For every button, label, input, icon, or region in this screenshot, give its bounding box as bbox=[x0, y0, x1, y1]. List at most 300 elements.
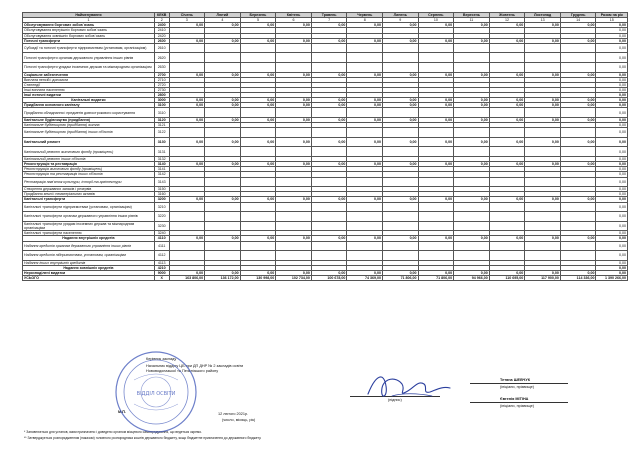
row-value bbox=[454, 177, 490, 187]
table-row bbox=[23, 221, 628, 231]
table-row bbox=[23, 251, 628, 261]
column-header: Червень bbox=[347, 13, 383, 18]
row-value bbox=[169, 62, 205, 72]
row-value: 0,00 bbox=[240, 162, 276, 167]
row-value bbox=[489, 62, 525, 72]
row-value bbox=[240, 128, 276, 138]
row-value: 0,00 bbox=[205, 103, 241, 108]
row-value: 0,00 bbox=[560, 23, 596, 28]
row-value bbox=[454, 251, 490, 261]
table-row bbox=[23, 202, 628, 212]
column-header: Квітень bbox=[276, 13, 312, 18]
row-value bbox=[276, 53, 312, 63]
row-value bbox=[454, 147, 490, 157]
row-value bbox=[311, 62, 347, 72]
row-value: 0,00 bbox=[205, 137, 241, 147]
row-value: 0,00 bbox=[311, 38, 347, 43]
row-value: 0,00 bbox=[276, 23, 312, 28]
row-value bbox=[489, 147, 525, 157]
row-value: 0,00 bbox=[560, 98, 596, 103]
row-code: 3142 bbox=[154, 172, 169, 177]
row-value bbox=[525, 221, 561, 231]
row-value: 0,00 bbox=[596, 221, 628, 231]
row-value: 0,00 bbox=[205, 23, 241, 28]
row-value bbox=[382, 251, 418, 261]
row-value bbox=[525, 147, 561, 157]
row-code: 2620 bbox=[154, 53, 169, 63]
row-value bbox=[489, 241, 525, 251]
row-value bbox=[560, 147, 596, 157]
row-value bbox=[205, 108, 241, 118]
row-value: 0,00 bbox=[311, 98, 347, 103]
column-header: Вересень bbox=[454, 13, 490, 18]
row-value: 0,00 bbox=[454, 137, 490, 147]
row-value bbox=[418, 212, 454, 222]
row-code: 2710 bbox=[154, 77, 169, 82]
row-value: 0,00 bbox=[169, 236, 205, 241]
row-value bbox=[205, 53, 241, 63]
row-code: 2800 bbox=[154, 93, 169, 98]
row-value bbox=[205, 251, 241, 261]
row-name: Капітальний ремонт житлового фонду (приміщень) bbox=[23, 147, 155, 157]
table-row bbox=[23, 212, 628, 222]
row-name: Нерозподілені видатки bbox=[23, 270, 155, 275]
row-value: 0,00 bbox=[311, 72, 347, 77]
row-value: 0,00 bbox=[489, 98, 525, 103]
row-value bbox=[276, 251, 312, 261]
document-date: 12 лютого 2021р. bbox=[218, 412, 249, 416]
row-value: 0,00 bbox=[311, 137, 347, 147]
row-value: 0,00 bbox=[525, 38, 561, 43]
row-value: 0,00 bbox=[596, 157, 628, 162]
head-role-line1: Начальник відділу ЦБ при ДП ДНР № 2 закладів освіти bbox=[146, 364, 244, 368]
row-value bbox=[347, 108, 383, 118]
row-value bbox=[169, 221, 205, 231]
row-value bbox=[347, 251, 383, 261]
row-value bbox=[205, 128, 241, 138]
row-value bbox=[347, 62, 383, 72]
row-value bbox=[560, 251, 596, 261]
row-value bbox=[311, 177, 347, 187]
row-value bbox=[454, 221, 490, 231]
row-value: 0,00 bbox=[169, 103, 205, 108]
head-name-line bbox=[470, 383, 568, 384]
row-value: 0,00 bbox=[382, 236, 418, 241]
row-value: 0,00 bbox=[560, 118, 596, 123]
column-number: 10 bbox=[418, 18, 454, 23]
row-name: Капітальні трансферти населенню bbox=[23, 231, 155, 236]
table-row bbox=[23, 53, 628, 63]
row-value bbox=[382, 212, 418, 222]
row-value bbox=[489, 128, 525, 138]
row-value bbox=[560, 43, 596, 53]
row-value bbox=[311, 147, 347, 157]
row-value: 0,00 bbox=[418, 197, 454, 202]
row-value: 0,00 bbox=[489, 118, 525, 123]
row-value: 0,00 bbox=[382, 162, 418, 167]
row-value: 0,00 bbox=[560, 270, 596, 275]
row-value bbox=[240, 108, 276, 118]
row-code: 3130 bbox=[154, 137, 169, 147]
table-row bbox=[23, 43, 628, 53]
row-value bbox=[382, 177, 418, 187]
row-code: 3132 bbox=[154, 157, 169, 162]
row-value: 0,00 bbox=[525, 103, 561, 108]
row-name: Поточні трансферти bbox=[23, 38, 155, 43]
row-value bbox=[454, 53, 490, 63]
row-value: 71 806,00 bbox=[382, 276, 418, 281]
row-value: 0,00 bbox=[525, 118, 561, 123]
row-value: 0,00 bbox=[382, 38, 418, 43]
row-value bbox=[205, 202, 241, 212]
row-code: 4112 bbox=[154, 251, 169, 261]
row-code: 2600 bbox=[154, 38, 169, 43]
row-value bbox=[276, 128, 312, 138]
row-value: 0,00 bbox=[347, 38, 383, 43]
row-value: 0,00 bbox=[347, 118, 383, 123]
row-value bbox=[418, 251, 454, 261]
row-value bbox=[560, 221, 596, 231]
row-value bbox=[560, 108, 596, 118]
row-value bbox=[205, 241, 241, 251]
row-value: 0,00 bbox=[276, 103, 312, 108]
head-name-caption: (ініціали, прізвище) bbox=[500, 385, 534, 389]
row-value: 0,00 bbox=[560, 38, 596, 43]
seal-mark: М.П. bbox=[118, 410, 127, 414]
row-value bbox=[240, 53, 276, 63]
row-name: Соціальне забезпечення bbox=[23, 72, 155, 77]
row-name: Надання кредитів органам державного управління інших рівнів bbox=[23, 241, 155, 251]
row-value bbox=[560, 62, 596, 72]
row-value bbox=[347, 202, 383, 212]
row-value: 0,00 bbox=[347, 197, 383, 202]
row-value: 0,00 bbox=[596, 72, 628, 77]
row-value: 0,00 bbox=[169, 137, 205, 147]
column-header: Січень bbox=[169, 13, 205, 18]
row-value bbox=[205, 62, 241, 72]
row-value: 0,00 bbox=[560, 236, 596, 241]
row-value: 0,00 bbox=[347, 23, 383, 28]
row-code: 3240 bbox=[154, 231, 169, 236]
row-value: 0,00 bbox=[454, 162, 490, 167]
row-value bbox=[560, 53, 596, 63]
row-name: Інші поточні видатки bbox=[23, 93, 155, 98]
row-value bbox=[382, 147, 418, 157]
row-value bbox=[240, 43, 276, 53]
row-value: 0,00 bbox=[596, 177, 628, 187]
row-value bbox=[382, 241, 418, 251]
row-code: 4111 bbox=[154, 241, 169, 251]
row-value: 0,00 bbox=[311, 23, 347, 28]
row-value: 0,00 bbox=[240, 236, 276, 241]
row-name: Капітальні трансферти урядам іноземних держав та міжнародним організаціям bbox=[23, 221, 155, 231]
row-code: 3200 bbox=[154, 197, 169, 202]
row-value bbox=[169, 147, 205, 157]
table-row bbox=[23, 128, 628, 138]
budget-table bbox=[22, 12, 628, 281]
row-name: Надання кредитів підприємствам, установам, організаціям bbox=[23, 251, 155, 261]
row-value: 0,00 bbox=[240, 137, 276, 147]
row-value bbox=[418, 108, 454, 118]
row-value: 0,00 bbox=[311, 118, 347, 123]
row-value bbox=[489, 177, 525, 187]
row-value: 71 806,00 bbox=[418, 276, 454, 281]
row-value bbox=[276, 202, 312, 212]
row-value bbox=[454, 128, 490, 138]
row-value bbox=[382, 62, 418, 72]
row-value bbox=[454, 62, 490, 72]
row-value: 0,00 bbox=[596, 103, 628, 108]
column-number: 8 bbox=[347, 18, 383, 23]
row-value: 0,00 bbox=[596, 251, 628, 261]
row-value bbox=[347, 212, 383, 222]
row-value: 0,00 bbox=[596, 137, 628, 147]
row-value: 0,00 bbox=[596, 62, 628, 72]
row-value bbox=[418, 241, 454, 251]
accountant-name-line bbox=[470, 402, 568, 403]
stamp-text: ВІДДІЛ ОСВІТИ bbox=[136, 391, 176, 397]
row-value: 0,00 bbox=[347, 236, 383, 241]
row-value: 0,00 bbox=[382, 23, 418, 28]
column-header: КЕКВ bbox=[154, 13, 169, 18]
row-code: 3121 bbox=[154, 123, 169, 128]
row-value: 0,00 bbox=[205, 72, 241, 77]
row-name: Капітальний ремонт інших об'єктів bbox=[23, 157, 155, 162]
row-name: Реконструкція та реставрація інших об'єктів bbox=[23, 172, 155, 177]
row-name: Капітальний ремонт bbox=[23, 137, 155, 147]
row-value bbox=[169, 53, 205, 63]
row-name: Обслуговування зовнішніх боргових зобов`язань bbox=[23, 33, 155, 38]
row-value: 0,00 bbox=[418, 72, 454, 77]
row-value: 0,00 bbox=[489, 270, 525, 275]
row-code: 3230 bbox=[154, 221, 169, 231]
row-value bbox=[418, 177, 454, 187]
table-row bbox=[23, 108, 628, 118]
row-value: 0,00 bbox=[596, 147, 628, 157]
row-code: 3210 bbox=[154, 202, 169, 212]
handwritten-signature-icon bbox=[362, 366, 454, 406]
row-value bbox=[311, 108, 347, 118]
row-code: 9000 bbox=[154, 270, 169, 275]
row-value: 74 369,00 bbox=[347, 276, 383, 281]
row-value: 0,00 bbox=[169, 162, 205, 167]
column-header: Листопад bbox=[525, 13, 561, 18]
table-row bbox=[23, 147, 628, 157]
row-value bbox=[382, 43, 418, 53]
column-header: Жовтень bbox=[489, 13, 525, 18]
row-value: 0,00 bbox=[525, 98, 561, 103]
row-value: 0,00 bbox=[560, 197, 596, 202]
column-number: 14 bbox=[560, 18, 596, 23]
row-value: 0,00 bbox=[276, 98, 312, 103]
row-code: 2410 bbox=[154, 28, 169, 33]
row-code: 3140 bbox=[154, 162, 169, 167]
row-name: Надання внутрішніх кредитів bbox=[23, 236, 155, 241]
row-value: 0,00 bbox=[169, 23, 205, 28]
row-value: 0,00 bbox=[205, 236, 241, 241]
footnote-1: * Заповнюється для установ, яким призначено і доведено органом місцевого самоврядування, що ведеться окремо. bbox=[24, 430, 203, 434]
row-name: Надання зовнішніх кредитів bbox=[23, 265, 155, 270]
column-number: 2 bbox=[154, 18, 169, 23]
row-name: Поточні трансферти урядам іноземних держав та міжнародним організаціям bbox=[23, 62, 155, 72]
table-row bbox=[23, 241, 628, 251]
row-value bbox=[454, 202, 490, 212]
row-code: 2420 bbox=[154, 33, 169, 38]
row-name: Придбання обладнання і предметів довгострокового користування bbox=[23, 108, 155, 118]
column-number: 7 bbox=[311, 18, 347, 23]
row-code: 3131 bbox=[154, 147, 169, 157]
row-code: 2700 bbox=[154, 72, 169, 77]
row-value: 0,00 bbox=[489, 236, 525, 241]
row-value bbox=[276, 147, 312, 157]
row-value bbox=[525, 128, 561, 138]
row-code: 4110 bbox=[154, 236, 169, 241]
row-value: 0,00 bbox=[525, 23, 561, 28]
row-value: 0,00 bbox=[240, 118, 276, 123]
row-value: 0,00 bbox=[596, 236, 628, 241]
row-value: 0,00 bbox=[418, 38, 454, 43]
row-value: 0,00 bbox=[418, 236, 454, 241]
row-value: 0,00 bbox=[240, 197, 276, 202]
row-value bbox=[418, 53, 454, 63]
row-name: Обслуговування боргових зобов`язань bbox=[23, 23, 155, 28]
row-value: 0,00 bbox=[276, 236, 312, 241]
head-name: Тетяна ШЕВЧУК bbox=[500, 378, 531, 382]
row-value bbox=[347, 53, 383, 63]
row-value bbox=[311, 202, 347, 212]
row-value: 0,00 bbox=[454, 270, 490, 275]
row-value: 0,00 bbox=[489, 23, 525, 28]
row-value: 0,00 bbox=[169, 72, 205, 77]
row-value: 0,00 bbox=[454, 103, 490, 108]
row-code: 3143 bbox=[154, 177, 169, 187]
row-value bbox=[418, 202, 454, 212]
column-header: Серпень bbox=[418, 13, 454, 18]
row-value: 0,00 bbox=[454, 236, 490, 241]
row-value: 0,00 bbox=[382, 197, 418, 202]
row-value: 0,00 bbox=[560, 72, 596, 77]
row-name: Створення державних запасів і резервів bbox=[23, 187, 155, 192]
row-value bbox=[240, 202, 276, 212]
row-value bbox=[489, 53, 525, 63]
row-value: 0,00 bbox=[311, 197, 347, 202]
row-value: 117 900,00 bbox=[525, 276, 561, 281]
row-value bbox=[525, 212, 561, 222]
table-row bbox=[23, 62, 628, 72]
row-name: Субсидії та поточні трансферти підприємствам (установам, організаціям) bbox=[23, 43, 155, 53]
row-value: 130 998,00 bbox=[240, 276, 276, 281]
budget-sheet bbox=[22, 12, 628, 281]
row-name: Капітальні трансферти підприємствам (установам, організаціям) bbox=[23, 202, 155, 212]
row-code: 2730 bbox=[154, 87, 169, 92]
row-value: 0,00 bbox=[596, 162, 628, 167]
row-value bbox=[489, 43, 525, 53]
row-value bbox=[276, 43, 312, 53]
date-caption: (число, місяць, рік) bbox=[222, 418, 256, 422]
row-value: 0,00 bbox=[596, 167, 628, 172]
row-value: 0,00 bbox=[276, 38, 312, 43]
row-value bbox=[525, 43, 561, 53]
row-value: 110 695,00 bbox=[489, 276, 525, 281]
row-name: Капітальне будівництво (придбання) інших об'єктів bbox=[23, 128, 155, 138]
row-value: 94 966,00 bbox=[454, 276, 490, 281]
row-value bbox=[418, 128, 454, 138]
row-value bbox=[311, 43, 347, 53]
row-value: 0,00 bbox=[525, 162, 561, 167]
row-value: 0,00 bbox=[418, 137, 454, 147]
row-code: 3110 bbox=[154, 108, 169, 118]
row-value bbox=[347, 128, 383, 138]
row-value: 0,00 bbox=[382, 72, 418, 77]
column-number: 5 bbox=[240, 18, 276, 23]
table-row bbox=[23, 177, 628, 187]
row-value bbox=[205, 43, 241, 53]
row-value bbox=[169, 108, 205, 118]
row-value bbox=[276, 62, 312, 72]
row-name: Виплата пенсій і допомоги bbox=[23, 77, 155, 82]
row-value bbox=[560, 128, 596, 138]
row-value: 0,00 bbox=[596, 38, 628, 43]
row-value bbox=[240, 241, 276, 251]
row-value bbox=[382, 108, 418, 118]
row-value: 163 806,00 bbox=[169, 276, 205, 281]
head-label: Керівник закладу bbox=[146, 357, 177, 361]
row-value: 0,00 bbox=[560, 162, 596, 167]
row-value: 0,00 bbox=[489, 103, 525, 108]
row-value bbox=[240, 251, 276, 261]
row-value bbox=[276, 108, 312, 118]
row-value: 0,00 bbox=[311, 236, 347, 241]
column-header: Лютий bbox=[205, 13, 241, 18]
row-value: 0,00 bbox=[596, 212, 628, 222]
row-value: 0,00 bbox=[596, 53, 628, 63]
row-value bbox=[240, 62, 276, 72]
row-name: Капітальні трансферти органам державного управління інших рівнів bbox=[23, 212, 155, 222]
column-header: Травень bbox=[311, 13, 347, 18]
row-value bbox=[525, 62, 561, 72]
row-value bbox=[560, 212, 596, 222]
row-value bbox=[205, 212, 241, 222]
row-value bbox=[205, 177, 241, 187]
row-value: 0,00 bbox=[489, 137, 525, 147]
column-header: Грудень bbox=[560, 13, 596, 18]
row-value: 0,00 bbox=[525, 137, 561, 147]
head-signature-caption: (підпис) bbox=[388, 398, 402, 402]
row-value: 0,00 bbox=[240, 98, 276, 103]
row-value: 0,00 bbox=[347, 137, 383, 147]
row-value bbox=[240, 221, 276, 231]
row-value: 0,00 bbox=[347, 98, 383, 103]
column-number: 13 bbox=[525, 18, 561, 23]
row-value: 0,00 bbox=[596, 197, 628, 202]
row-value: 0,00 bbox=[347, 270, 383, 275]
row-value bbox=[169, 202, 205, 212]
row-value: 0,00 bbox=[596, 82, 628, 87]
head-role-line2: Нововодолазької та Печенізького району bbox=[146, 369, 219, 373]
row-value: 0,00 bbox=[525, 197, 561, 202]
row-code: 4210 bbox=[154, 265, 169, 270]
row-value bbox=[347, 221, 383, 231]
row-code: 2720 bbox=[154, 82, 169, 87]
row-code: 3000 bbox=[154, 98, 169, 103]
row-value bbox=[454, 241, 490, 251]
row-value: 0,00 bbox=[596, 118, 628, 123]
column-header: Березень bbox=[240, 13, 276, 18]
row-value: 0,00 bbox=[454, 118, 490, 123]
column-header: Липень bbox=[382, 13, 418, 18]
row-code: 2400 bbox=[154, 23, 169, 28]
row-value bbox=[418, 43, 454, 53]
